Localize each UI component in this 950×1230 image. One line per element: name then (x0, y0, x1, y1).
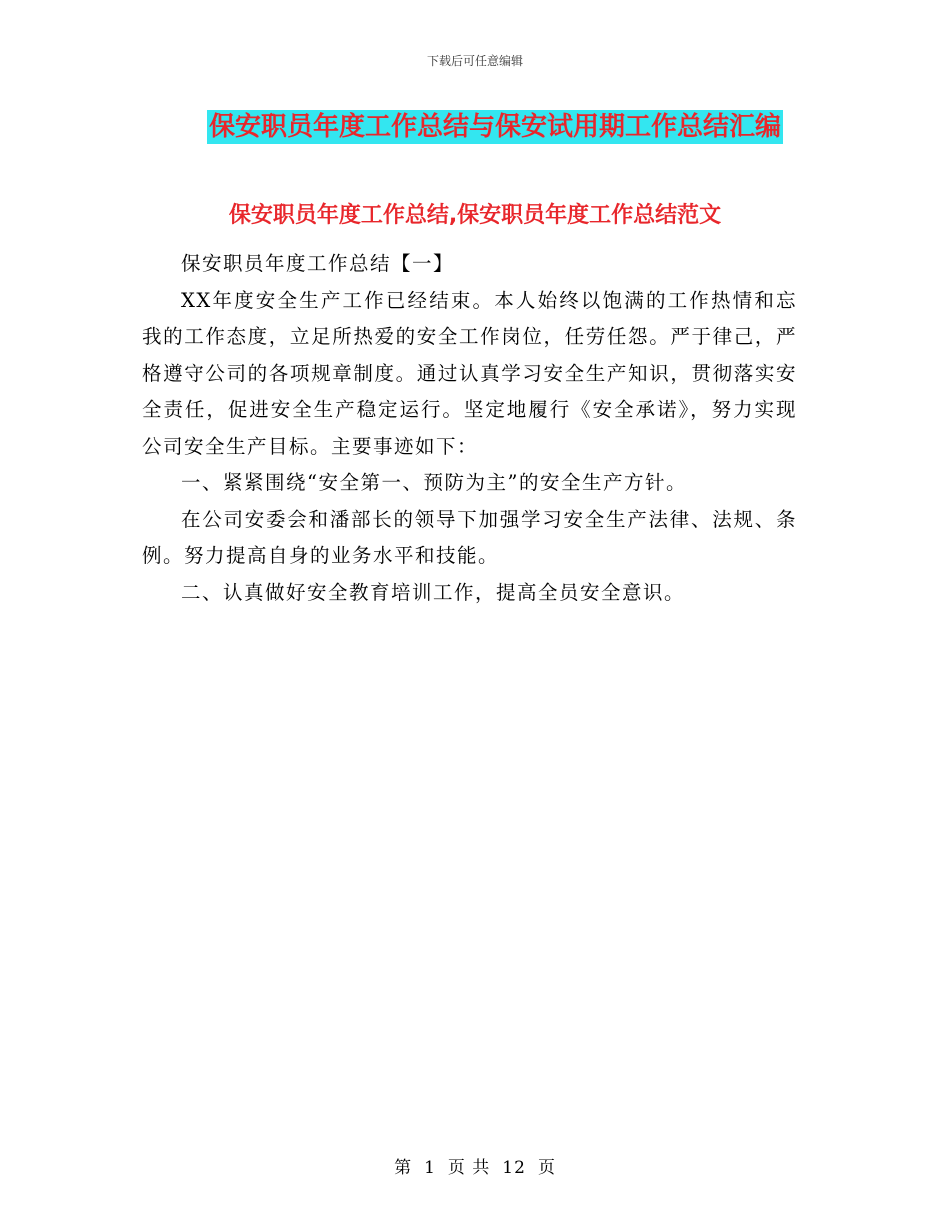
document-body (142, 246, 797, 611)
page-label-middle: 页 共 (447, 1158, 491, 1178)
header-note: 下载后可任意编辑 (426, 54, 523, 68)
page-label-prefix: 第 (394, 1158, 413, 1178)
paragraph: 在公司安委会和潘部长的领导下加强学习安全生产法律、法规、条例。努力提高自身的业务水平和技能。 (142, 507, 797, 567)
section-heading: 保安职员年度工作总结【一】 (181, 252, 455, 275)
page-label-suffix: 页 (537, 1158, 556, 1178)
main-title-container (207, 110, 783, 144)
paragraph: 一、紧紧围绕“安全第一、预防为主”的安全生产方针。 (181, 471, 687, 494)
main-title: 保安职员年度工作总结与保安试用期工作总结汇编 (209, 112, 782, 142)
page-footer (0, 1153, 950, 1178)
total-pages: 12 (502, 1158, 526, 1178)
page-number: 1 (424, 1158, 436, 1178)
sub-title: 保安职员年度工作总结,保安职员年度工作总结范文 (228, 203, 722, 228)
paragraph: XX年度安全生产工作已经结束。本人始终以饱满的工作热情和忘我的工作态度，立足所热爱的安全工作岗位，任劳任怨。严于律己，严格遵守公司的各项规章制度。通过认真学习安全生产知识，贯彻落实安全责任，促进安全生产稳定运行。坚定地履行《安全承诺》，努力实现公司安全生产目标。主要事迹如下： (142, 288, 797, 458)
paragraph: 二、认真做好安全教育培训工作，提高全员安全意识。 (181, 580, 686, 604)
